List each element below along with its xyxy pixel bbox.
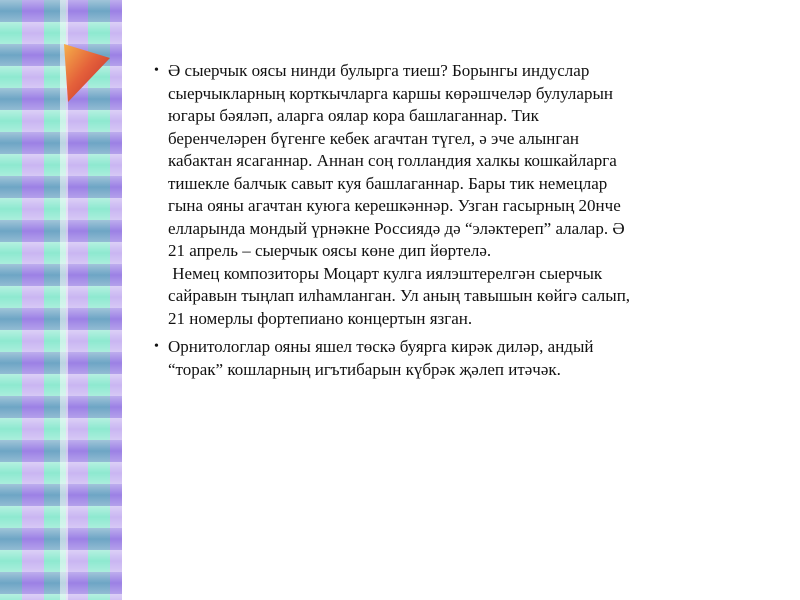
triangle-flag-icon [62, 42, 112, 104]
text-line: 21 апрель – сыерчык оясы көне дип йөртелә. [168, 241, 492, 260]
text-line: югары бәяләп, аларга оялар кора башлаганнар. Тик [168, 106, 539, 125]
text-line: тишекле балчык савыт куя башлаганнар. Бары тик немецлар [168, 173, 608, 193]
slide-text-body [154, 60, 720, 387]
text-line: елларында мондый үрнәкне Россиядә дә “эләктереп” алалар. Ә [168, 218, 625, 238]
paragraph-ornithologists [154, 336, 720, 381]
text-line: сайравын тыңлап илһамланган. Ул аның тавышын көйгә салып, [168, 286, 631, 305]
text-line: Немец композиторы Моцарт кулга иялэштерелгән сыерчык [168, 263, 603, 283]
text-line: Орнитологлар ояны яшел төскә буярга кирәк диләр, андый [168, 337, 594, 356]
text-line: 21 номерлы фортепиано концертын язган. [168, 308, 473, 328]
bullet-marker: • [154, 63, 159, 78]
paragraph-starling-house-history [154, 60, 720, 330]
text-line: “торак” кошларның игътибарын күбрәк җәлеп итәчәк. [168, 359, 561, 379]
text-line: беренчеләрен бүгенге кебек агачтан түгел, ә эче алынган [168, 128, 579, 148]
text-line: гына ояны агачтан куюга керешкәннәр. Узган гасырның 20нче [168, 196, 621, 215]
text-line: кабактан ясаганнар. Аннан соң голландия халкы кошкайларга [168, 151, 617, 170]
text-line: сыерчыкларның корткычларга каршы көрәшчеләр булуларын [168, 83, 613, 103]
bullet-marker: • [154, 339, 159, 354]
text-line: Ә сыерчык оясы нинди булырга тиеш? Борынгы индуслар [168, 61, 590, 80]
